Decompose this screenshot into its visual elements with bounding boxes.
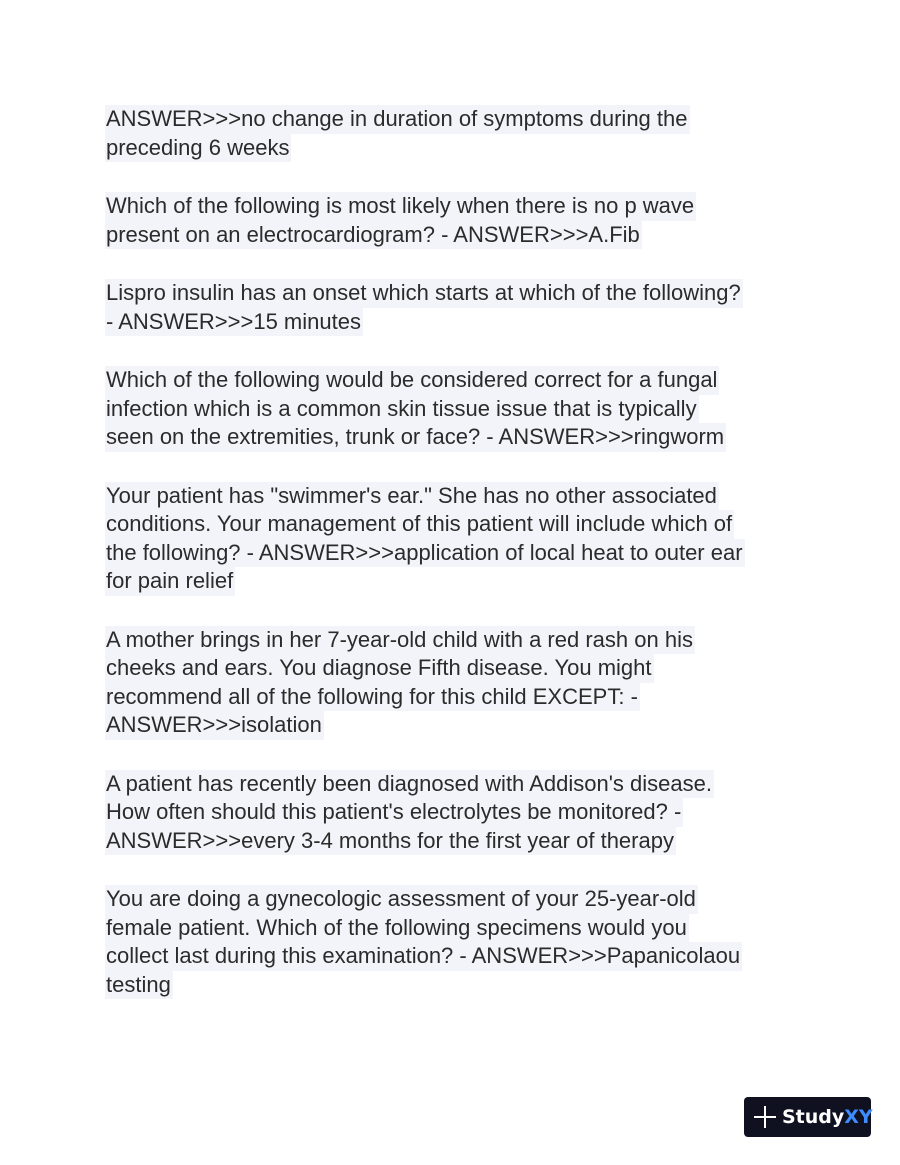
- text-line: ANSWER>>>no change in duration of symptoms during the: [105, 105, 690, 134]
- text-line: present on an electrocardiogram? - ANSWER>>>A.Fib: [105, 221, 642, 250]
- text-line: female patient. Which of the following specimens would you: [105, 914, 689, 943]
- text-line: How often should this patient's electrolytes be monitored? -: [105, 798, 683, 827]
- text-line: cheeks and ears. You diagnose Fifth disease. You might: [105, 654, 654, 683]
- text-line: ANSWER>>>isolation: [105, 711, 324, 740]
- document-body: [105, 105, 805, 1029]
- text-line: testing: [105, 971, 173, 1000]
- text-line: A mother brings in her 7-year-old child with a red rash on his: [105, 626, 695, 655]
- text-line: Your patient has "swimmer's ear." She has no other associated: [105, 482, 719, 511]
- brand-name-accent: XY: [844, 1106, 873, 1128]
- qa-paragraph: [105, 885, 805, 999]
- text-line: Which of the following would be considered correct for a fungal: [105, 366, 719, 395]
- text-line: conditions. Your management of this patient will include which of: [105, 510, 734, 539]
- qa-paragraph: [105, 626, 805, 740]
- brand-name: [782, 1106, 873, 1128]
- text-line: Which of the following is most likely when there is no p wave: [105, 192, 696, 221]
- qa-paragraph: [105, 482, 805, 596]
- text-line: Lispro insulin has an onset which starts at which of the following?: [105, 279, 743, 308]
- text-line: for pain relief: [105, 567, 235, 596]
- text-line: - ANSWER>>>15 minutes: [105, 308, 363, 337]
- studyxy-badge[interactable]: [744, 1097, 871, 1137]
- text-line: You are doing a gynecologic assessment of your 25-year-old: [105, 885, 698, 914]
- qa-paragraph: [105, 366, 805, 452]
- text-line: seen on the extremities, trunk or face? - ANSWER>>>ringworm: [105, 423, 726, 452]
- text-line: ANSWER>>>every 3-4 months for the first year of therapy: [105, 827, 676, 856]
- qa-paragraph: [105, 770, 805, 856]
- text-line: the following? - ANSWER>>>application of local heat to outer ear: [105, 539, 745, 568]
- text-line: infection which is a common skin tissue issue that is typically: [105, 395, 699, 424]
- qa-paragraph: [105, 279, 805, 336]
- brand-name-main: Study: [782, 1106, 845, 1128]
- text-line: preceding 6 weeks: [105, 134, 291, 163]
- text-line: collect last during this examination? - ANSWER>>>Papanicolaou: [105, 942, 742, 971]
- text-line: recommend all of the following for this child EXCEPT: -: [105, 683, 640, 712]
- text-line: A patient has recently been diagnosed with Addison's disease.: [105, 770, 714, 799]
- qa-paragraph: [105, 105, 805, 162]
- plus-icon: [754, 1106, 776, 1128]
- qa-paragraph: [105, 192, 805, 249]
